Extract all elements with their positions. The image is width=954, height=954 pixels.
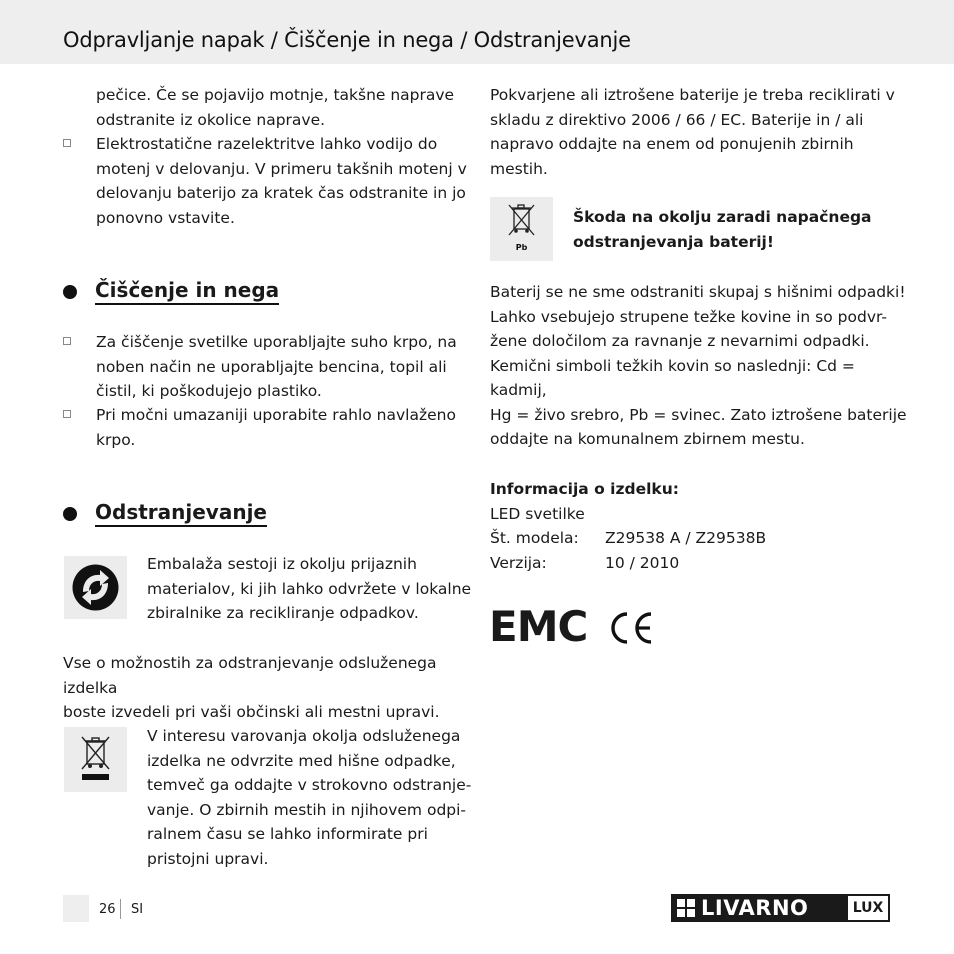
text-line: čistil, ki poškodujejo plastiko. (96, 382, 322, 400)
page-header (0, 0, 954, 64)
text-line: temveč ga oddajte v strokovno odstranje- (147, 776, 472, 794)
logo-grid-icon (677, 899, 695, 917)
list-item (63, 403, 483, 452)
version-label: Verzija: (490, 553, 547, 572)
section-title: Čiščenje in nega (95, 278, 279, 305)
text-line: odstranjevanja baterij! (573, 232, 774, 251)
list-item (63, 132, 483, 230)
text-line: V interesu varovanja okolja odsluženega (147, 727, 461, 745)
model-value: Z29538 A / Z29538B (605, 529, 767, 547)
logo-text: LIVARNO (701, 896, 809, 920)
section-heading-disposal (63, 500, 267, 527)
section-heading-cleaning (63, 278, 279, 305)
footer-divider (120, 899, 121, 919)
text-line: Vse o možnostih za odstranjevanje odsluženega izdelka (63, 654, 437, 697)
text-line: motenj v delovanju. V primeru takšnih motenj v (96, 159, 467, 178)
page-number: 26 (99, 902, 116, 917)
bullet-dot-icon (63, 507, 77, 521)
product-name: LED svetilke (490, 504, 585, 523)
text-line: materialov, ki jih lahko odvržete v lokalne (147, 579, 472, 598)
battery-warning (573, 205, 913, 254)
model-row (490, 526, 910, 551)
text-line: Elektrostatične razelektritve lahko vodijo do (96, 135, 438, 153)
text-line: mestih. (490, 159, 548, 178)
text-line: zbiralnike za recikliranje odpadkov. (147, 604, 419, 622)
ce-mark-icon (606, 611, 656, 649)
text-line: ralnem času se lahko informirate pri (147, 825, 428, 843)
text-line: Kemični simboli težkih kovin so naslednji: Cd = kadmij, (490, 356, 855, 399)
text-line: odstranite iz okolice naprave. (96, 110, 326, 129)
disposal-options-paragraph (63, 651, 483, 725)
text-line: žene določilom za ravnanje z nevarnimi odpadki. (490, 332, 870, 350)
crossed-bin-weee-icon (64, 727, 127, 792)
model-label: Št. modela: (490, 529, 579, 547)
battery-bin-pb-icon (490, 197, 553, 261)
livarno-lux-logo (671, 894, 890, 922)
intro-paragraph (96, 83, 476, 132)
product-info-title: Informacija o izdelku: (490, 480, 679, 498)
bullet-square-icon (63, 410, 71, 418)
list-item (63, 330, 483, 404)
text-line: Pri močni umazaniji uporabite rahlo navlaženo (96, 406, 456, 424)
version-row (490, 551, 910, 576)
text-line: krpo. (96, 430, 136, 449)
section-title: Odstranjevanje (95, 500, 267, 527)
language-code: SI (131, 902, 144, 917)
text-line: pečice. Če se pojavijo motnje, takšne naprave (96, 86, 455, 104)
bullet-dot-icon (63, 285, 77, 299)
text-line: Za čiščenje svetilke uporabljajte suho krpo, na (96, 333, 457, 351)
battery-recycle-paragraph (490, 83, 910, 181)
text-line: Pokvarjene ali iztrošene baterije je treba reciklirati v (490, 86, 895, 104)
green-dot-recycle-icon (64, 556, 127, 619)
text-line: napravo oddajte na enem od ponujenih zbirnih (490, 135, 854, 153)
text-line: Baterij se ne sme odstraniti skupaj s hišnimi odpadki! (490, 283, 906, 301)
text-line: Hg = živo srebro, Pb = svinec. Zato iztrošene baterije (490, 405, 907, 424)
bullet-square-icon (63, 139, 71, 147)
emc-mark: EMC (489, 602, 588, 651)
product-info (490, 477, 910, 575)
text-line: ponovno vstavite. (96, 208, 235, 227)
text-line: pristojni upravi. (147, 849, 269, 868)
weee-paragraph (147, 724, 477, 871)
pb-label: Pb (515, 243, 528, 252)
logo-suffix: LUX (846, 894, 890, 922)
bullet-square-icon (63, 337, 71, 345)
text-line: delovanju baterijo za kratek čas odstranite in jo (96, 184, 466, 202)
text-line: Lahko vsebujejo strupene težke kovine in so podvr- (490, 307, 887, 326)
page-title: Odpravljanje napak / Čiščenje in nega / Odstranjevanje (63, 28, 631, 52)
text-line: Škoda na okolju zaradi napačnega (573, 208, 872, 226)
text-line: vanje. O zbirnih mestih in njihovem odpi- (147, 800, 467, 819)
text-line: izdelka ne odvrzite med hišne odpadke, (147, 751, 456, 770)
version-value: 10 / 2010 (605, 553, 680, 572)
packaging-paragraph (147, 552, 477, 626)
footer-box (63, 895, 89, 922)
text-line: boste izvedeli pri vaši občinski ali mestni upravi. (63, 703, 440, 721)
text-line: oddajte na komunalnem zbirnem mestu. (490, 430, 805, 448)
text-line: skladu z direktivo 2006 / 66 / EC. Baterije in / ali (490, 110, 864, 129)
text-line: Embalaža sestoji iz okolju prijaznih (147, 555, 417, 573)
text-line: noben način ne uporabljajte bencina, topil ali (96, 357, 447, 376)
battery-info-paragraph (490, 280, 910, 452)
